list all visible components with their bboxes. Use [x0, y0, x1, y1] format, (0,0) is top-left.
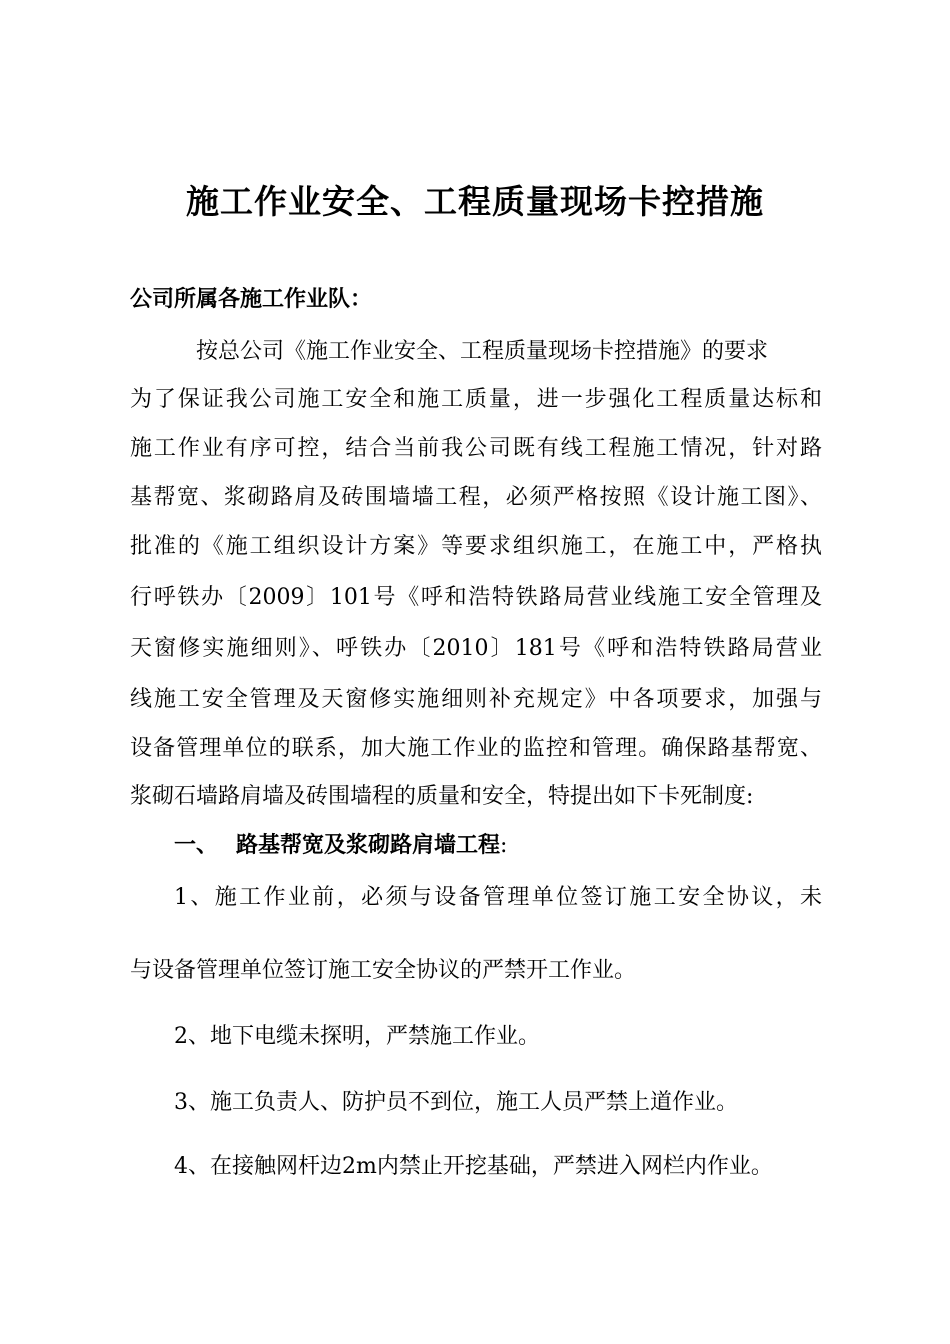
- list-item: 1、施工作业前，必须与设备管理单位签订施工安全协议，未: [174, 885, 822, 910]
- intro-line: 为了保证我公司施工安全和施工质量，进一步强化工程质量达标和: [130, 387, 822, 412]
- intro-line: 天窗修实施细则》、呼铁办〔2010〕181号《呼和浩特铁路局营业: [130, 636, 822, 661]
- section-number: 一、: [174, 833, 219, 858]
- salutation: 公司所属各施工作业队：: [130, 287, 373, 312]
- document-title: 施工作业安全、工程质量现场卡控措施: [186, 182, 764, 221]
- intro-line: 设备管理单位的联系，加大施工作业的监控和管理。确保路基帮宽、: [130, 736, 822, 761]
- intro-line: 施工作业有序可控，结合当前我公司既有线工程施工情况，针对路: [130, 436, 822, 461]
- intro-line: 行呼铁办〔2009〕101号《呼和浩特铁路局营业线施工安全管理及: [130, 585, 822, 610]
- intro-line: 按总公司《施工作业安全、工程质量现场卡控措施》的要求: [196, 339, 769, 364]
- intro-line: 浆砌石墙路肩墙及砖围墙程的质量和安全，特提出如下卡死制度:: [130, 784, 754, 809]
- list-item: 与设备管理单位签订施工安全协议的严禁开工作业。: [130, 958, 637, 983]
- section-heading-text: 路基帮宽及浆砌路肩墙工程: [236, 833, 501, 858]
- list-item: 4、在接触网杆边2m内禁止开挖基础，严禁进入网栏内作业。: [174, 1154, 773, 1179]
- intro-line: 线施工安全管理及天窗修实施细则补充规定》中各项要求，加强与: [130, 687, 822, 712]
- intro-line: 批准的《施工组织设计方案》等要求组织施工，在施工中，严格执: [130, 534, 822, 559]
- list-item: 3、施工负责人、防护员不到位，施工人员严禁上道作业。: [174, 1090, 738, 1115]
- section-heading: [174, 828, 507, 864]
- intro-line: 基帮宽、浆砌路肩及砖围墙墙工程，必须严格按照《设计施工图》、: [130, 485, 822, 510]
- section-heading-colon: :: [500, 833, 508, 858]
- list-item: 2、地下电缆未探明，严禁施工作业。: [174, 1024, 540, 1049]
